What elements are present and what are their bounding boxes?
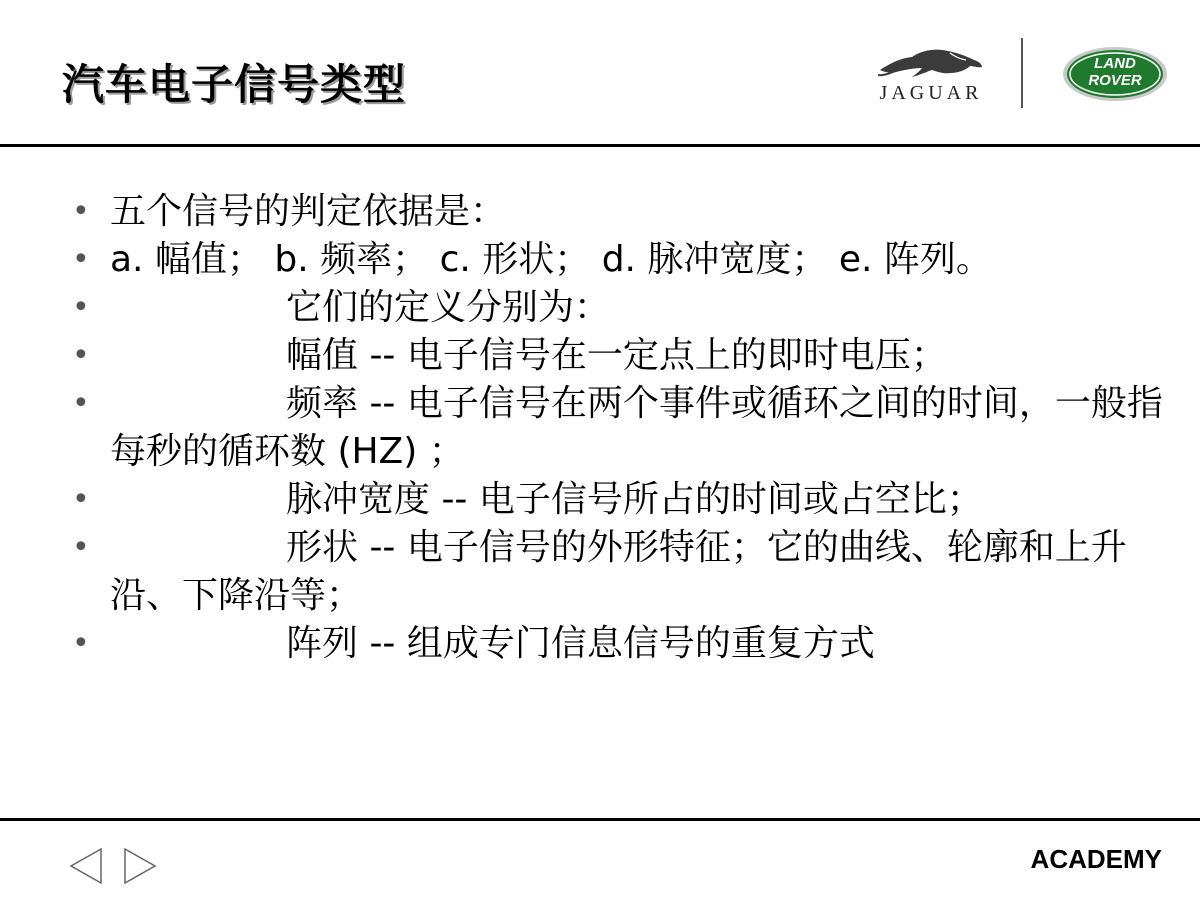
slide-title: 汽车电子信号类型 — [62, 60, 407, 109]
footer-brand: ACADEMY — [1030, 844, 1162, 874]
list-item — [72, 188, 1182, 236]
list-item — [72, 524, 1182, 620]
leaping-jaguar-icon — [878, 44, 984, 80]
bullet-text: 它们的定义分别为： — [286, 287, 611, 328]
triangle-right-outline-icon — [122, 846, 158, 886]
bullet-marker: • — [72, 386, 90, 421]
landrover-line1: LAND — [1094, 55, 1136, 72]
bullet-text: 幅值 -- 电子信号在一定点上的即时电压； — [286, 335, 947, 376]
bullet-marker: • — [72, 242, 90, 277]
bullet-marker: • — [72, 194, 90, 229]
list-item — [72, 284, 1182, 332]
land-rover-oval-badge-icon — [1062, 46, 1168, 102]
next-slide-button[interactable] — [122, 846, 162, 886]
bullet-text: 脉冲宽度 -- 电子信号所占的时间或占空比； — [286, 479, 983, 520]
header-rule — [0, 144, 1200, 147]
list-item — [72, 620, 1182, 668]
bullet-text: 阵列 -- 组成专门信息信号的重复方式 — [286, 623, 875, 664]
bullet-list — [72, 188, 1182, 668]
bullet-text: a. 幅值； b. 频率； c. 形状； d. 脉冲宽度； e. 阵列。 — [110, 239, 992, 280]
list-item — [72, 236, 1182, 284]
list-item — [72, 380, 1182, 476]
bullet-marker: • — [72, 338, 90, 373]
bullet-marker: • — [72, 530, 90, 565]
jaguar-wordmark: JAGUAR — [879, 82, 983, 104]
list-item — [72, 476, 1182, 524]
bullet-text: 五个信号的判定依据是： — [110, 191, 507, 232]
bullet-marker: • — [72, 626, 90, 661]
previous-slide-button[interactable] — [68, 846, 108, 886]
jaguar-logo — [872, 44, 990, 106]
bullet-text: 形状 -- 电子信号的外形特征；它的曲线、轮廓和上升沿、下降沿等； — [110, 527, 1127, 616]
bullet-text: 频率 -- 电子信号在两个事件或循环之间的时间，一般指每秒的循环数 (HZ) ； — [110, 383, 1163, 472]
bullet-marker: • — [72, 482, 90, 517]
bullet-marker: • — [72, 290, 90, 325]
landrover-line2: ROVER — [1088, 72, 1142, 89]
footer-rule — [0, 818, 1200, 821]
triangle-left-outline-icon — [68, 846, 104, 886]
logo-divider — [1021, 38, 1023, 108]
list-item — [72, 332, 1182, 380]
